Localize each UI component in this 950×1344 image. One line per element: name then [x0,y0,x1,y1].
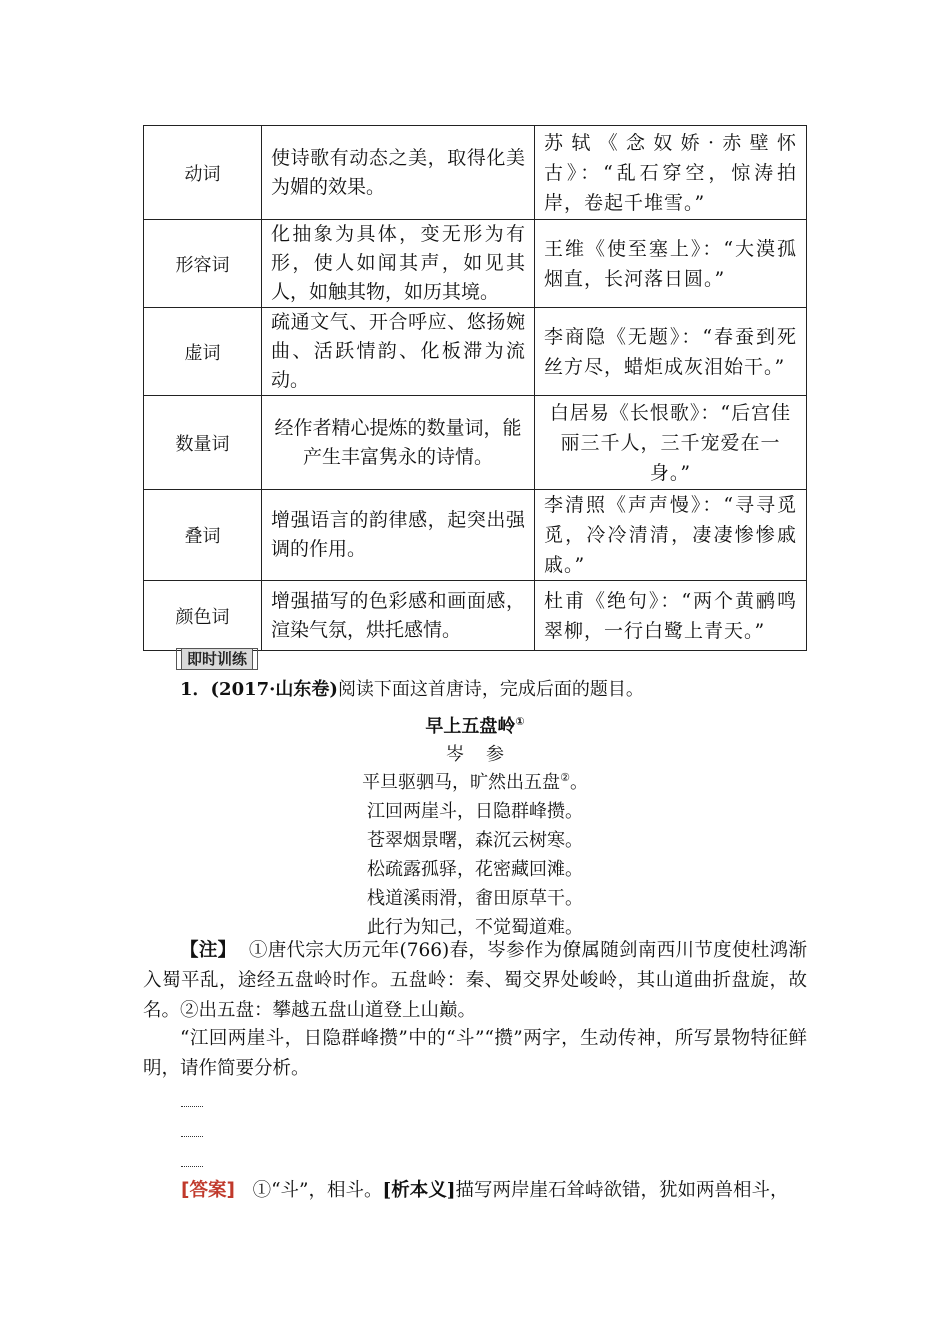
effect-cell: 增强描写的色彩感和画面感，渲染气氛，烘托感情。 [262,581,535,651]
poem-line [0,768,950,797]
answer-part-1: ①“斗”，相斗。 [252,1180,383,1201]
question-prompt: 阅读下面这首唐诗，完成后面的题目。 [337,679,644,700]
poem-title-footnote: ① [515,715,525,728]
question-source: (2017·山东卷) [210,679,338,700]
word-type-cell: 形容词 [144,220,262,308]
table-row [144,126,807,220]
example-cell: 苏轼《念奴娇·赤壁怀古》：“乱石穿空，惊涛拍岸，卷起千堆雪。” [535,126,807,220]
answer-label: [答案] [181,1180,235,1201]
note-text: ①唐代宗大历元年(766)春，岑参作为僚属随剑南西川节度使杜鸿渐入蜀平乱，途经五盘岭时作。五盘岭：秦、蜀交界处峻岭，其山道曲折盘旋，故名。②出五盘：攀越五盘山道登上山巅。 [143,940,807,1021]
question-text: “江回两崖斗，日隐群峰攒”中的“斗”“攒”两字，生动传神，所写景物特征鲜明，请作简要分析。 [143,1028,807,1079]
answer [181,1176,821,1206]
question-number: 1． [180,679,211,700]
table-row [144,220,807,308]
table-row [144,308,807,396]
example-cell: 李清照《声声慢》：“寻寻觅觅，冷冷清清，凄凄惨惨戚戚。” [535,490,807,581]
effect-cell: 增强语言的韵律感，起突出强调的作用。 [262,490,535,581]
question-1-header [180,678,644,702]
poem-line-end: 。 [569,772,588,793]
poem-line: 苍翠烟景曙，森沉云树寒。 [367,830,583,851]
poem-line: 栈道溪雨滑，畬田原草干。 [367,888,583,909]
effect-cell: 经作者精心提炼的数量词，能产生丰富隽永的诗情。 [262,396,535,490]
effect-cell: 化抽象为具体，变无形为有形，使人如闻其声，如见其人，如触其物，如历其境。 [262,220,535,308]
table-row [144,490,807,581]
poem-title [0,712,950,738]
table-row [144,581,807,651]
word-type-table [143,125,807,651]
poem-line-footnote: ② [560,771,570,784]
poem-note [143,936,807,1026]
note-label: 【注】 [180,940,237,961]
poem-line-text: 平旦驱驷马，旷然出五盘 [362,772,561,793]
word-type-cell: 数量词 [144,396,262,490]
poem-author: 岑参 [446,744,526,765]
example-cell: 白居易《长恨歌》：“后宫佳丽三千人，三千宠爱在一身。” [535,396,807,490]
example-cell: 王维《使至塞上》：“大漠孤烟直，长河落日圆。” [535,220,807,308]
answer-part-2: [析本义] [382,1180,456,1201]
poem-body [0,768,950,942]
answer-blank-line[interactable] [181,1166,203,1167]
answer-blank-line[interactable] [181,1106,203,1107]
poem-title-text: 早上五盘岭 [425,716,516,737]
word-type-cell: 颜色词 [144,581,262,651]
word-type-cell: 叠词 [144,490,262,581]
answer-blank-line[interactable] [181,1136,203,1137]
answer-part-3: 描写两岸崖石耸峙欲错，犹如两兽相斗， [455,1180,789,1201]
poem-line: 此行为知己，不觉蜀道难。 [367,917,583,938]
example-cell: 李商隐《无题》：“春蚕到死丝方尽，蜡炬成灰泪始干。” [535,308,807,396]
effect-cell: 疏通文气、开合呼应、悠扬婉曲、活跃情韵、化板滞为流动。 [262,308,535,396]
effect-cell: 使诗歌有动态之美，取得化美为媚的效果。 [262,126,535,220]
poem-line: 江回两崖斗，日隐群峰攒。 [367,801,583,822]
training-section-tag: 即时训练 [181,648,253,670]
poem-line: 松疏露孤驿，花密藏回滩。 [367,859,583,880]
word-type-cell: 动词 [144,126,262,220]
table-row [144,396,807,490]
word-type-cell: 虚词 [144,308,262,396]
example-cell: 杜甫《绝句》：“两个黄鹂鸣翠柳，一行白鹭上青天。” [535,581,807,651]
